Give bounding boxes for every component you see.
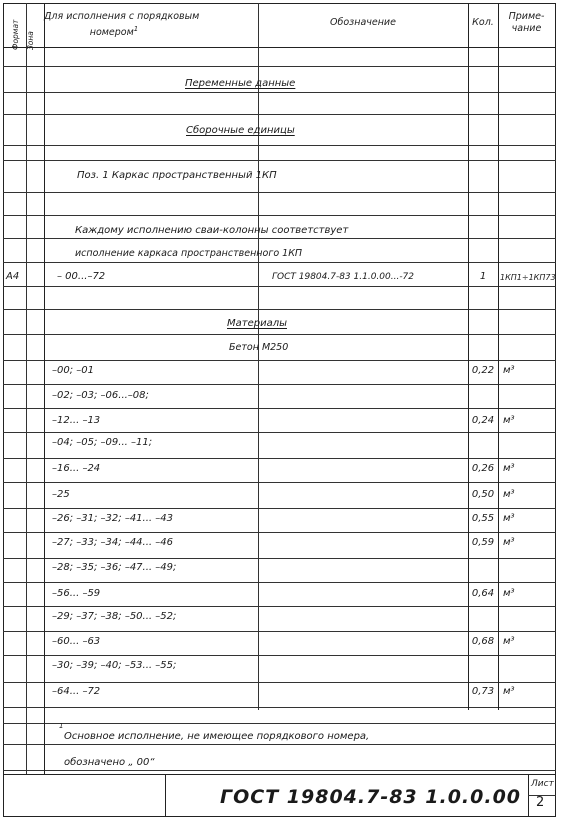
- grid-vline: [44, 3, 45, 774]
- material-unit: м³: [503, 415, 515, 426]
- grid-hline: [3, 770, 556, 771]
- grid-vline: [258, 3, 259, 710]
- grid-hline: [3, 458, 556, 459]
- material-qty: 0,50: [471, 489, 495, 500]
- grid-hline: [3, 262, 556, 263]
- sheet-label: Лист: [531, 779, 554, 789]
- material-variant: –64... –72: [52, 686, 101, 697]
- assembly-qty: 1: [479, 271, 487, 282]
- material-unit: м³: [503, 463, 515, 474]
- material-variant: –27; –33; –34; –44... –46: [52, 537, 173, 548]
- material-qty: 0,55: [471, 513, 495, 524]
- position-1-text: Поз. 1 Каркас пространственный 1КП: [77, 170, 277, 181]
- grid-hline: [3, 631, 556, 632]
- header-footnote-mark: 1: [133, 25, 139, 33]
- sheet-number: 2: [536, 795, 545, 810]
- material-unit: м³: [503, 636, 515, 647]
- grid-hline: [3, 309, 556, 310]
- header-qty: Кол.: [472, 17, 494, 28]
- grid-hline: [3, 432, 556, 433]
- grid-hline: [3, 238, 556, 239]
- material-variant: –28; –35; –36; –47... –49;: [52, 562, 177, 573]
- material-qty: 0,68: [471, 636, 495, 647]
- material-unit: м³: [503, 686, 515, 697]
- material-unit: м³: [503, 513, 515, 524]
- assembly-variant: – 00...–72: [57, 271, 106, 282]
- grid-hline: [3, 508, 556, 509]
- assembly-format: А4: [6, 271, 20, 282]
- assembly-designation: ГОСТ 19804.7-83 1.1.0.00...-72: [272, 272, 415, 282]
- material-qty: 0,26: [471, 463, 495, 474]
- section-variable-data: Переменные данные: [185, 78, 296, 89]
- material-variant: –29; –37; –38; –50... –52;: [52, 611, 177, 622]
- material-variant: –60... –63: [52, 636, 101, 647]
- material-variant: –25: [52, 489, 70, 500]
- header-zone: Зона: [26, 31, 35, 50]
- material-unit: м³: [503, 489, 515, 500]
- header-variant-line2: номером$^1$: [89, 25, 139, 39]
- header-format: Формат: [11, 19, 20, 50]
- header-note-line2: чание: [511, 23, 542, 34]
- grid-hline: [3, 482, 556, 483]
- grid-hline: [3, 707, 556, 708]
- grid-hline: [3, 744, 556, 745]
- material-unit: м³: [503, 365, 515, 376]
- document-designation: ГОСТ 19804.7-83 1.0.0.00: [220, 786, 522, 808]
- grid-hline: [3, 160, 556, 161]
- grid-hline: [3, 145, 556, 146]
- grid-hline: [3, 215, 556, 216]
- grid-hline: [3, 384, 556, 385]
- grid-hline: [3, 682, 556, 683]
- statement-line-2: исполнение каркаса пространственного 1КП: [75, 248, 303, 259]
- concrete-grade: Бетон М250: [229, 342, 289, 353]
- material-qty: 0,64: [471, 588, 495, 599]
- grid-hline: [3, 47, 556, 48]
- grid-hline: [3, 360, 556, 361]
- grid-hline: [3, 774, 556, 775]
- grid-hline: [3, 532, 556, 533]
- footnote-line-2: обозначено „ 00“: [64, 757, 155, 768]
- grid-vline: [26, 3, 27, 774]
- grid-hline: [3, 286, 556, 287]
- material-variant: –04; –05; –09... –11;: [52, 437, 153, 448]
- header-variant-line1: Для исполнения с порядковым: [44, 11, 200, 22]
- material-variant: –56... –59: [52, 588, 101, 599]
- footnote-line-1: Основное исполнение, не имеющее порядкового номера,: [64, 731, 370, 742]
- grid-hline: [3, 334, 556, 335]
- grid-hline: [3, 723, 556, 724]
- footnote-mark: 1: [59, 722, 64, 730]
- grid-hline: [3, 66, 556, 67]
- grid-hline: [3, 408, 556, 409]
- grid-vline: [165, 774, 166, 817]
- material-variant: –16... –24: [52, 463, 101, 474]
- material-variant: –02; –03; –06...–08;: [52, 390, 149, 401]
- material-qty: 0,22: [471, 365, 495, 376]
- header-designation: Обозначение: [330, 17, 396, 28]
- section-materials: Материалы: [227, 318, 287, 329]
- grid-hline: [3, 114, 556, 115]
- material-unit: м³: [503, 537, 515, 548]
- grid-vline: [498, 3, 499, 710]
- material-variant: –00; –01: [52, 365, 94, 376]
- material-variant: –30; –39; –40; –53... –55;: [52, 660, 177, 671]
- grid-hline: [3, 92, 556, 93]
- grid-vline: [468, 3, 469, 710]
- material-unit: м³: [503, 588, 515, 599]
- material-variant: –26; –31; –32; –41... –43: [52, 513, 173, 524]
- header-note-line1: Приме-: [508, 11, 545, 22]
- grid-hline: [3, 582, 556, 583]
- grid-hline: [3, 655, 556, 656]
- material-qty: 0,24: [471, 415, 495, 426]
- statement-line-1: Каждому исполнению сваи-колонны соответствует: [75, 225, 349, 236]
- assembly-note: 1КП1÷1КП73: [500, 273, 556, 282]
- material-variant: –12... –13: [52, 415, 101, 426]
- section-assembly-units: Сборочные единицы: [186, 125, 295, 136]
- material-qty: 0,73: [471, 686, 495, 697]
- grid-hline: [3, 192, 556, 193]
- grid-hline: [3, 558, 556, 559]
- grid-hline: [3, 606, 556, 607]
- material-qty: 0,59: [471, 537, 495, 548]
